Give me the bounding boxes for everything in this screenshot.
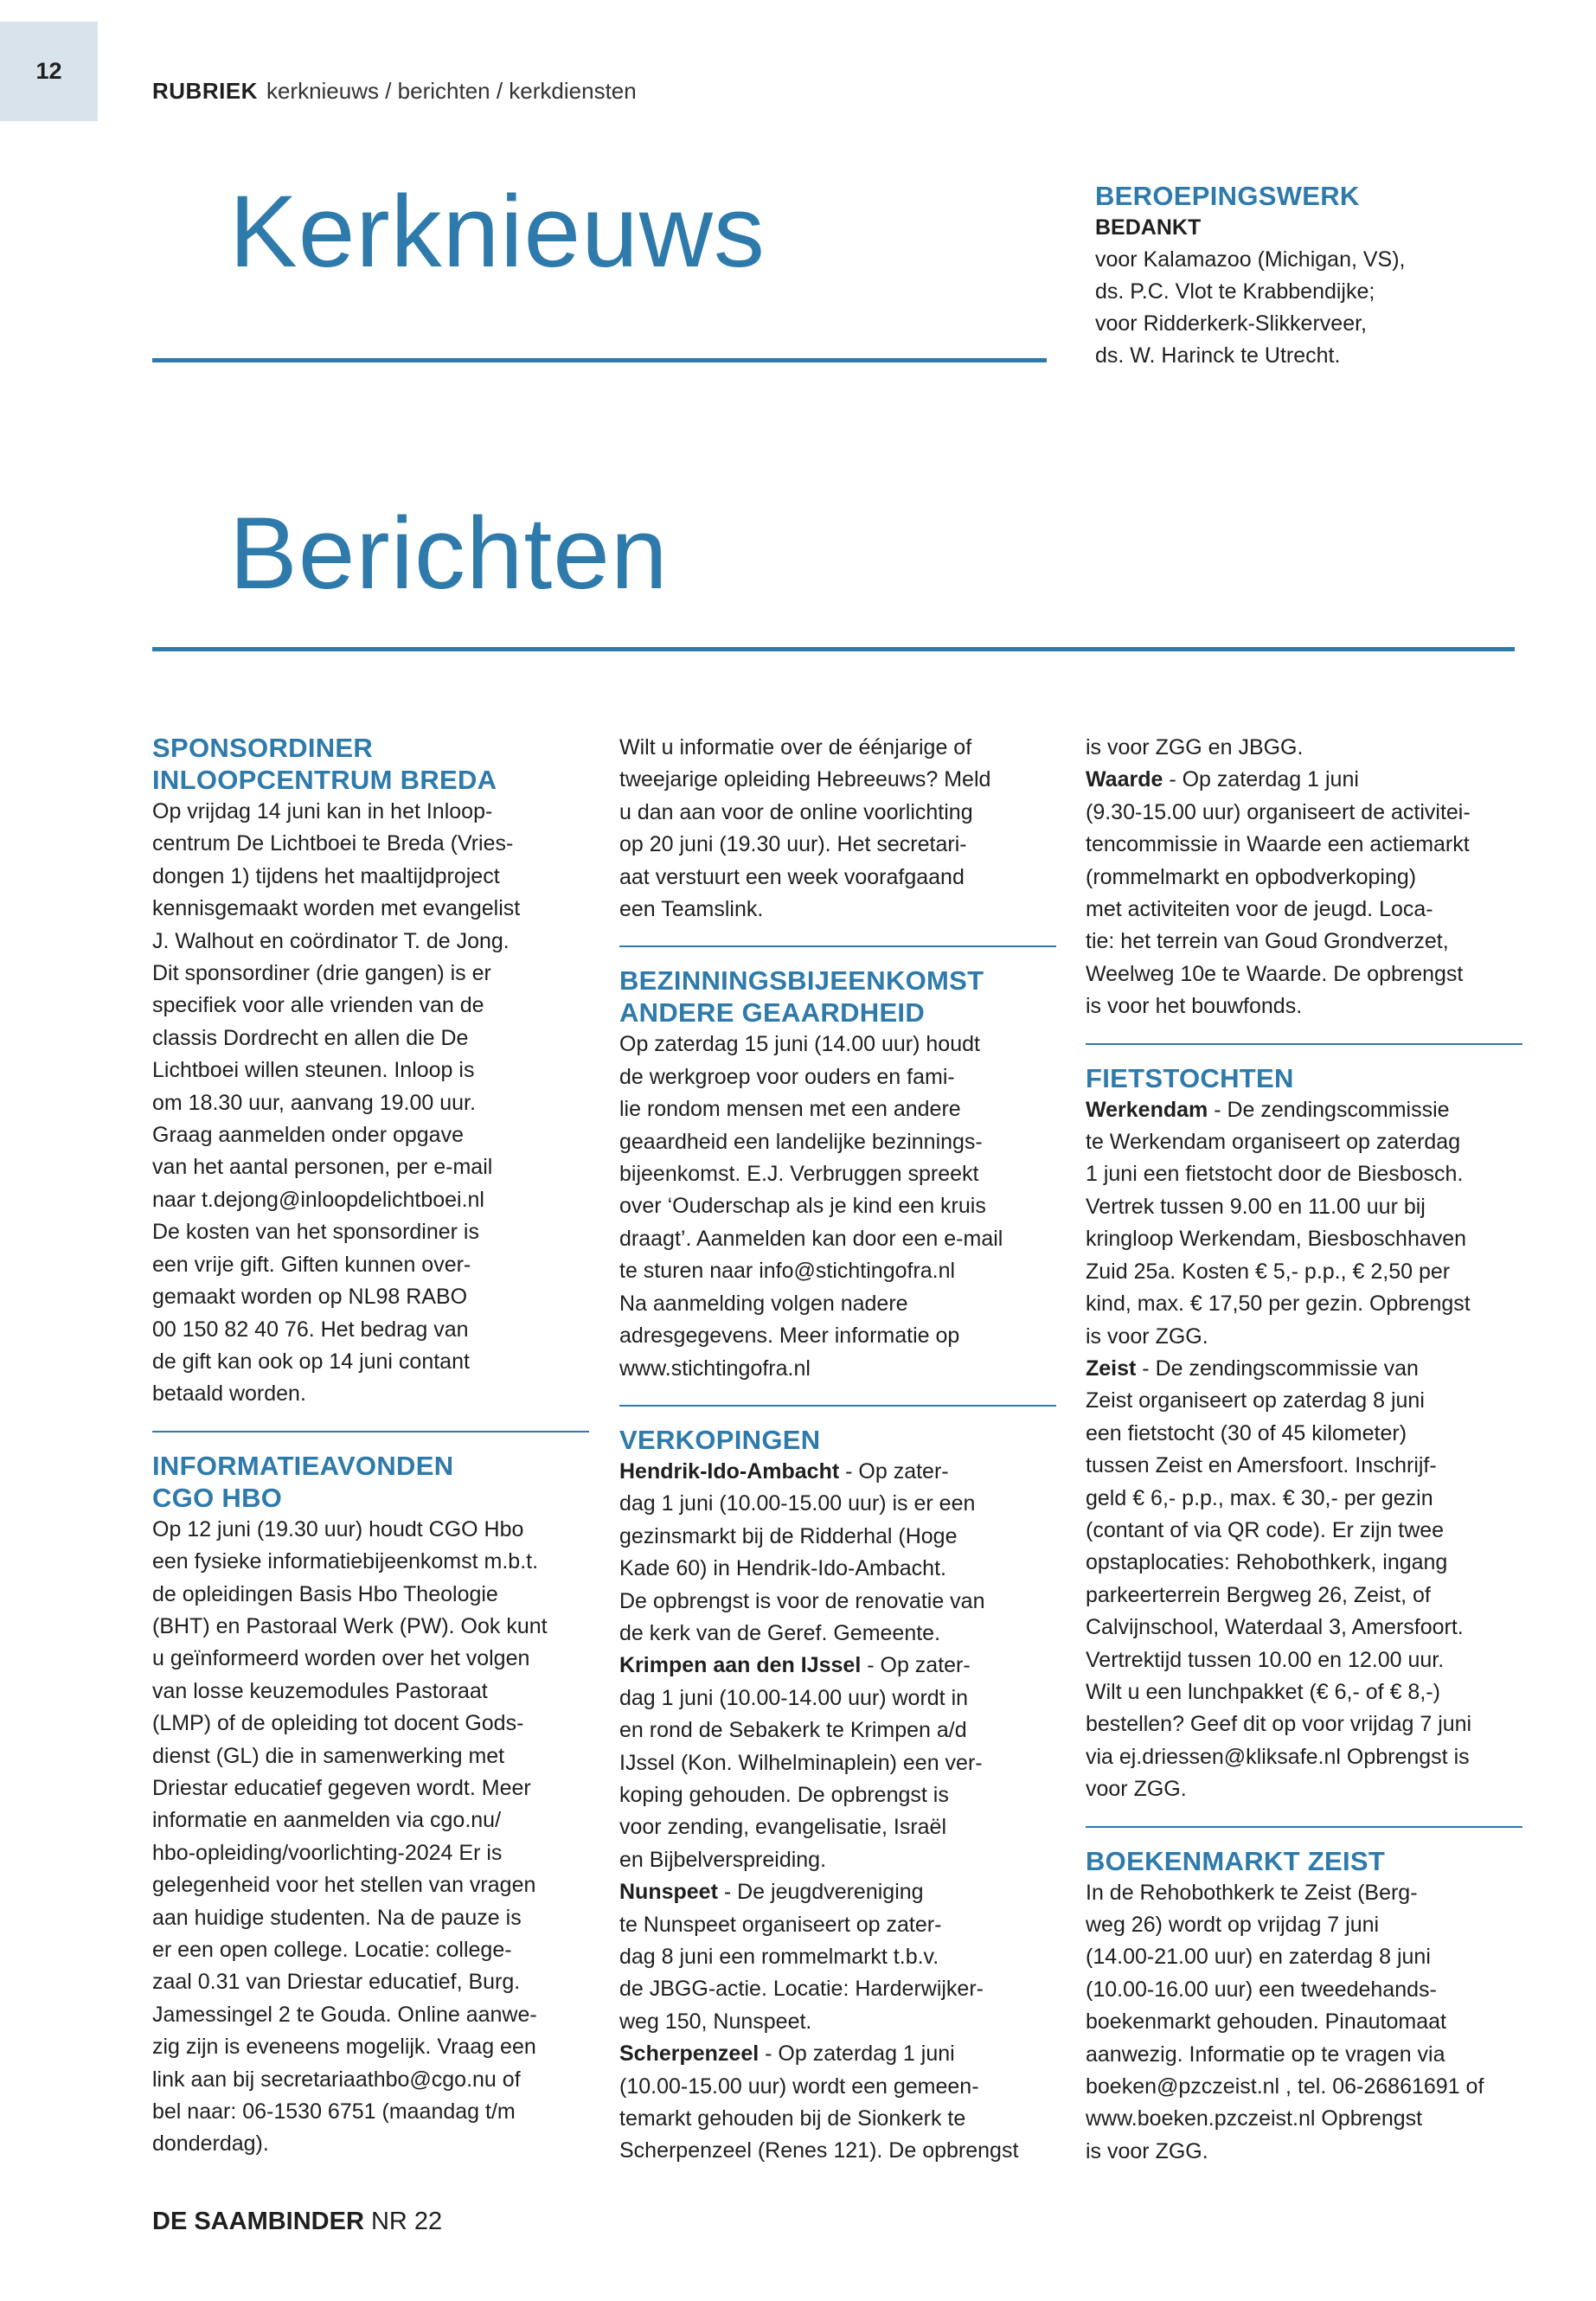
text-line: Waarde - Op zaterdag 1 juni <box>1086 767 1359 792</box>
text-line: tencommissie in Waarde een actiemarkt <box>1086 832 1470 857</box>
text-line: geaardheid een landelijke bezinnings- <box>619 1129 983 1154</box>
rubriek-label: RUBRIEK <box>152 78 258 104</box>
berichten-column-2 <box>619 732 1056 2168</box>
text-line: en rond de Sebakerk te Krimpen a/d <box>619 1718 967 1743</box>
text-line: boekenmarkt gehouden. Pinautomaat <box>1086 2009 1446 2035</box>
text-line: is voor ZGG. <box>1086 2138 1208 2163</box>
text-line: donderdag). <box>152 2131 269 2157</box>
text-line: lie rondom mensen met een andere <box>619 1097 961 1122</box>
text-line: De kosten van het sponsordiner is <box>152 1220 479 1245</box>
text-line: van het aantal personen, per e-mail <box>152 1155 493 1180</box>
berichten-column-1 <box>152 732 589 2161</box>
text-line: om 18.30 uur, aanvang 19.00 uur. <box>152 1090 476 1115</box>
text-line: aat verstuurt een week voorafgaand <box>619 864 965 889</box>
text-line: In de Rehobothkerk te Zeist (Berg- <box>1086 1880 1418 1905</box>
text-line: bestellen? Geef dit op voor vrijdag 7 juni <box>1086 1712 1472 1737</box>
text-line: is voor ZGG. <box>1086 1324 1208 1349</box>
section-divider <box>619 1405 1056 1407</box>
text-line: Vertrektijd tussen 10.00 en 12.00 uur. <box>1086 1647 1445 1672</box>
text-line: opstaplocaties: Rehobothkerk, ingang <box>1086 1550 1448 1575</box>
text-line: en Bijbelverspreiding. <box>619 1847 827 1872</box>
text-line: op 20 juni (19.30 uur). Het secretari- <box>619 832 967 857</box>
text-line: u geïnformeerd worden over het volgen <box>152 1646 530 1671</box>
kerknieuws-title: Kerknieuws <box>229 175 766 289</box>
beroepingswerk-line: ds. W. Harinck te Utrecht. <box>1095 343 1341 368</box>
text-line: Weelweg 10e te Waarde. De opbrengst <box>1086 961 1464 986</box>
section-heading: VERKOPINGEN <box>619 1424 821 1455</box>
text-line: Vertrek tussen 9.00 en 11.00 uur bij <box>1086 1194 1426 1219</box>
text-line: specifiek voor alle vrienden van de <box>152 993 484 1018</box>
text-line: (9.30-15.00 uur) organiseert de activitei- <box>1086 799 1471 824</box>
section-heading: INFORMATIEAVONDEN <box>152 1450 454 1481</box>
footer-publication: DE SAAMBINDER <box>152 2208 364 2235</box>
text-line: informatie en aanmelden via cgo.nu/ <box>152 1808 502 1833</box>
beroepingswerk-subheading: BEDANKT <box>1095 215 1202 240</box>
text-line: (contant of via QR code). Er zijn twee <box>1086 1517 1445 1542</box>
text-line: een fietstocht (30 of 45 kilometer) <box>1086 1420 1407 1445</box>
text-line: Na aanmelding volgen nadere <box>619 1291 908 1316</box>
text-line: Scherpenzeel - Op zaterdag 1 juni <box>619 2041 955 2067</box>
page-footer <box>152 2208 442 2236</box>
text-line: te Nunspeet organiseert op zater- <box>619 1912 942 1937</box>
text-line: (10.00-16.00 uur) een tweedehands- <box>1086 1977 1437 2002</box>
text-line: zaal 0.31 van Driestar educatief, Burg. <box>152 1970 521 1995</box>
text-line: bijeenkomst. E.J. Verbruggen spreekt <box>619 1162 979 1187</box>
text-line: Nunspeet - De jeugdvereniging <box>619 1880 924 1905</box>
berichten-title: Berichten <box>229 497 669 611</box>
text-line: kringloop Werkendam, Biesboschhaven <box>1086 1227 1467 1252</box>
text-line: gemaakt worden op NL98 RABO <box>152 1285 468 1310</box>
text-line: Graag aanmelden onder opgave <box>152 1123 464 1148</box>
text-line: Wilt u een lunchpakket (€ 6,- of € 8,-) <box>1086 1679 1440 1704</box>
text-line: J. Walhout en coördinator T. de Jong. <box>152 928 510 953</box>
text-line: van losse keuzemodules Pastoraat <box>152 1678 488 1703</box>
section-heading: SPONSORDINER <box>152 733 374 763</box>
text-line: Wilt u informatie over de éénjarige of <box>619 735 972 760</box>
text-line: tussen Zeist en Amersfoort. Inschrijf- <box>1086 1453 1437 1478</box>
text-line: u dan aan voor de online voorlichting <box>619 799 973 824</box>
section-divider <box>1086 1826 1522 1828</box>
text-line: kind, max. € 17,50 per gezin. Opbrengst <box>1086 1292 1471 1317</box>
text-line: Lichtboei willen steunen. Inloop is <box>152 1058 475 1083</box>
text-line: een fysieke informatiebijeenkomst m.b.t. <box>152 1549 539 1574</box>
section-heading: ANDERE GEAARDHEID <box>619 997 926 1029</box>
text-line: (LMP) of de opleiding tot docent Gods- <box>152 1711 524 1736</box>
text-line: dienst (GL) die in samenwerking met <box>152 1743 505 1768</box>
kerknieuws-rule <box>152 358 1047 362</box>
text-line: de kerk van de Geref. Gemeente. <box>619 1620 941 1645</box>
text-line: Op 12 juni (19.30 uur) houdt CGO Hbo <box>152 1516 524 1541</box>
text-line: Zuid 25a. Kosten € 5,- p.p., € 2,50 per <box>1086 1259 1451 1284</box>
berichten-rule <box>152 647 1515 651</box>
text-line: er een open college. Locatie: college- <box>152 1938 512 1962</box>
section-divider <box>619 945 1056 947</box>
text-line: geld € 6,- p.p., max. € 30,- per gezin <box>1086 1485 1433 1510</box>
text-line: tweejarige opleiding Hebreeuws? Meld <box>619 767 991 792</box>
text-line: de gift kan ook op 14 juni contant <box>152 1349 470 1374</box>
text-line: parkeerterrein Bergweg 26, Zeist, of <box>1086 1582 1431 1607</box>
text-line: temarkt gehouden bij de Sionkerk te <box>619 2106 966 2131</box>
text-line: 00 150 82 40 76. Het bedrag van <box>152 1317 469 1342</box>
section-divider <box>1086 1043 1522 1045</box>
text-line: dongen 1) tijdens het maaltijdproject <box>152 863 500 888</box>
text-line: (10.00-15.00 uur) wordt een gemeen- <box>619 2073 979 2099</box>
text-line: koping gehouden. De opbrengst is <box>619 1782 949 1807</box>
beroepingswerk-line: voor Kalamazoo (Michigan, VS), <box>1095 247 1406 272</box>
text-line: via ej.driessen@kliksafe.nl Opbrengst is <box>1086 1744 1470 1769</box>
text-line: De opbrengst is voor de renovatie van <box>619 1588 985 1613</box>
text-line: Jamessingel 2 te Gouda. Online aanwe- <box>152 2002 537 2027</box>
rubriek-path: kerknieuws / berichten / kerkdiensten <box>266 78 637 104</box>
text-line: Hendrik-Ido-Ambacht - Op zater- <box>619 1458 949 1484</box>
text-line: met activiteiten voor de jeugd. Loca- <box>1086 897 1433 922</box>
text-line: dag 1 juni (10.00-15.00 uur) is er een <box>619 1491 976 1516</box>
text-line: weg 26) wordt op vrijdag 7 juni <box>1086 1913 1380 1937</box>
page-number-tab <box>0 22 98 121</box>
text-line: betaald worden. <box>152 1381 306 1407</box>
text-line: adresgegevens. Meer informatie op <box>619 1324 960 1349</box>
text-line: te sturen naar info@stichtingofra.nl <box>619 1259 956 1284</box>
berichten-column-3 <box>1086 732 1522 2168</box>
page-number: 12 <box>35 58 62 84</box>
text-line: draagt’. Aanmelden kan door een e-mail <box>619 1226 1003 1251</box>
text-line: 1 juni een fietstocht door de Biesbosch. <box>1086 1162 1464 1187</box>
text-line: gelegenheid voor het stellen van vragen <box>152 1873 536 1898</box>
section-divider <box>152 1431 589 1433</box>
text-line: Zeist organiseert op zaterdag 8 juni <box>1086 1388 1425 1413</box>
text-line: de werkgroep voor ouders en fami- <box>619 1064 955 1089</box>
section-heading: CGO HBO <box>152 1482 283 1513</box>
text-line: (14.00-21.00 uur) en zaterdag 8 juni <box>1086 1945 1431 1970</box>
text-line: Op vrijdag 14 juni kan in het Inloop- <box>152 799 493 824</box>
text-line: Dit sponsordiner (drie gangen) is er <box>152 961 491 986</box>
text-line: de opleidingen Basis Hbo Theologie <box>152 1581 498 1606</box>
text-line: dag 8 juni een rommelmarkt t.b.v. <box>619 1945 939 1969</box>
section-heading: BEZINNINGSBIJEENKOMST <box>619 965 984 997</box>
text-line: bel naar: 06-1530 6751 (maandag t/m <box>152 2099 516 2125</box>
text-line: (rommelmarkt en opbodverkoping) <box>1086 864 1417 889</box>
text-line: www.boeken.pzczeist.nl Opbrengst <box>1086 2106 1423 2131</box>
text-line: over ‘Ouderschap als je kind een kruis <box>619 1194 986 1219</box>
text-line: aan huidige studenten. Na de pauze is <box>152 1905 522 1930</box>
text-line: aanwezig. Informatie op te vragen via <box>1086 2041 1445 2067</box>
text-line: voor zending, evangelisatie, Israël <box>619 1815 947 1840</box>
text-line: voor ZGG. <box>1086 1777 1187 1802</box>
section-heading: BOEKENMARKT ZEIST <box>1086 1845 1386 1876</box>
text-line: dag 1 juni (10.00-14.00 uur) wordt in <box>619 1685 969 1710</box>
text-line: de JBGG-actie. Locatie: Harderwijker- <box>619 1977 984 2002</box>
text-line: een Teamslink. <box>619 897 764 922</box>
text-line: Scherpenzeel (Renes 121). De opbrengst <box>619 2138 1019 2163</box>
text-line: tie: het terrein van Goud Grondverzet, <box>1086 929 1449 954</box>
text-line: Werkendam - De zendingscommissie <box>1086 1097 1450 1122</box>
text-line: een vrije gift. Giften kunnen over- <box>152 1252 471 1277</box>
text-line: is voor ZGG en JBGG. <box>1086 735 1304 760</box>
text-line: naar t.dejong@inloopdelichtboei.nl <box>152 1187 484 1212</box>
text-line: IJssel (Kon. Wilhelminaplein) een ver- <box>619 1750 983 1775</box>
section-heading: INLOOPCENTRUM BREDA <box>152 765 497 795</box>
text-line: weg 150, Nunspeet. <box>619 2009 812 2034</box>
text-line: link aan bij secretariaathbo@cgo.nu of <box>152 2067 521 2092</box>
text-line: Driestar educatief gegeven wordt. Meer <box>152 1775 531 1800</box>
text-line: Krimpen aan den IJssel - Op zater- <box>619 1653 971 1678</box>
section-heading: FIETSTOCHTEN <box>1086 1062 1294 1093</box>
text-line: kennisgemaakt worden met evangelist <box>152 896 521 921</box>
text-line: boeken@pzczeist.nl , tel. 06-26861691 of <box>1086 2074 1484 2099</box>
text-line: Zeist - De zendingscommissie van <box>1086 1356 1419 1381</box>
text-line: te Werkendam organiseert op zaterdag <box>1086 1130 1461 1155</box>
text-line: is voor het bouwfonds. <box>1086 994 1303 1019</box>
beroepingswerk-box <box>1095 180 1545 372</box>
text-line: classis Dordrecht en allen die De <box>152 1025 469 1050</box>
footer-issue: NR 22 <box>370 2208 443 2235</box>
beroepingswerk-heading: BEROEPINGSWERK <box>1095 181 1360 211</box>
beroepingswerk-line: voor Ridderkerk-Slikkerveer, <box>1095 311 1367 336</box>
text-line: Op zaterdag 15 juni (14.00 uur) houdt <box>619 1032 980 1057</box>
text-line: zig zijn is eveneens mogelijk. Vraag een <box>152 2035 536 2060</box>
text-line: gezinsmarkt bij de Ridderhal (Hoge <box>619 1523 958 1548</box>
text-line: (BHT) en Pastoraal Werk (PW). Ook kunt <box>152 1613 548 1638</box>
beroepingswerk-line: ds. P.C. Vlot te Krabbendijke; <box>1095 279 1375 304</box>
text-line: www.stichtingofra.nl <box>619 1356 811 1381</box>
text-line: hbo-opleiding/voorlichting-2024 Er is <box>152 1840 503 1865</box>
rubriek-breadcrumb <box>152 78 637 105</box>
text-line: Kade 60) in Hendrik-Ido-Ambacht. <box>619 1556 946 1581</box>
text-line: centrum De Lichtboei te Breda (Vries- <box>152 831 514 856</box>
text-line: Calvijnschool, Waterdaal 3, Amersfoort. <box>1086 1615 1464 1640</box>
